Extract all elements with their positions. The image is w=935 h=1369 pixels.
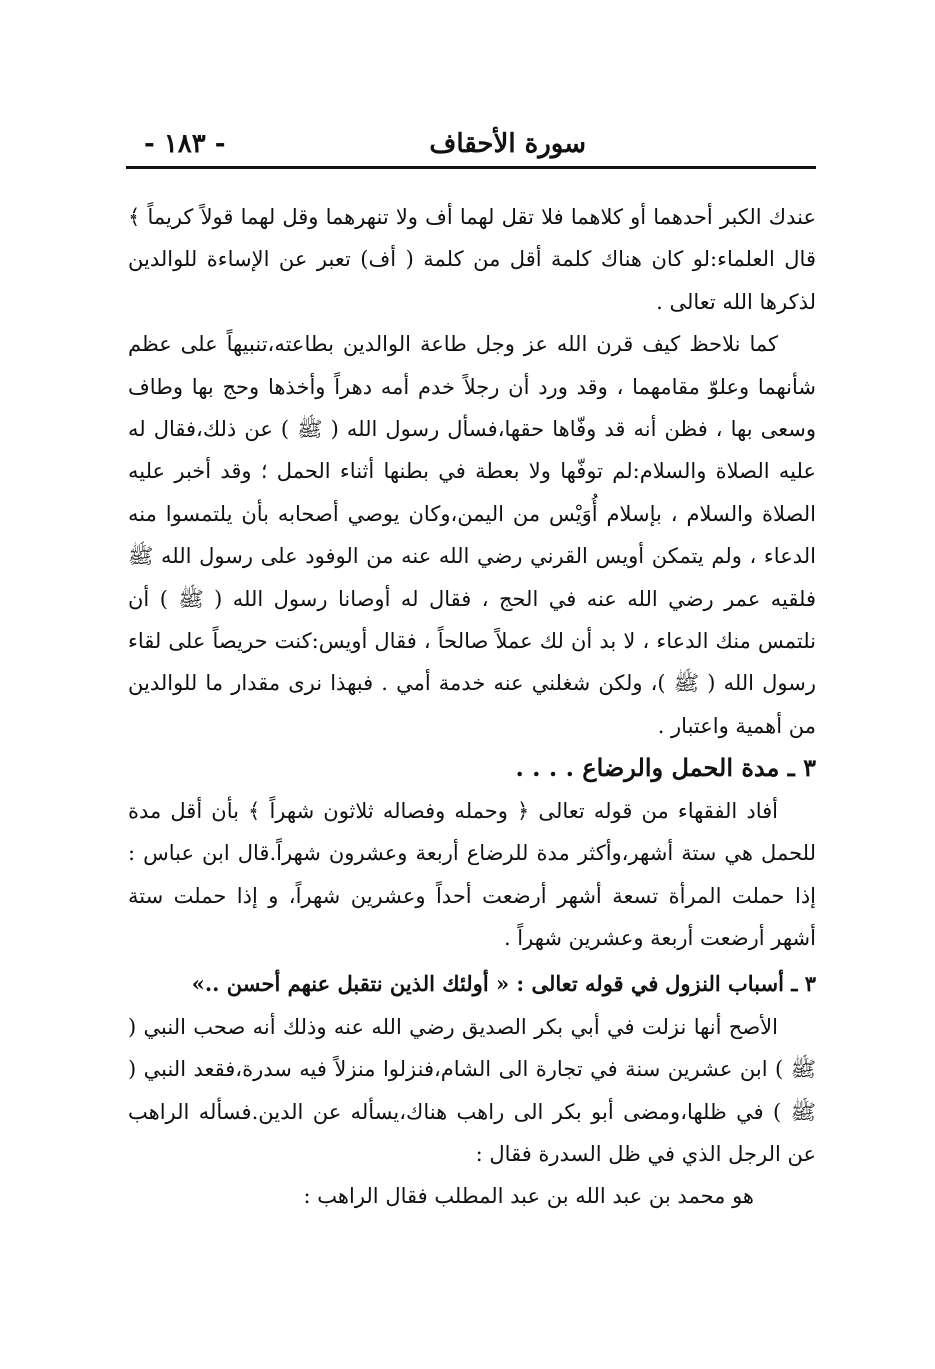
paragraph-2: كما نلاحظ كيف قرن الله عز وجل طاعة الوالدين بطاعته،تنبيهاً على عظم شأنهما وعلوّ مقامهما ، وقد ورد أن رجلاً خدم أمه دهراً وأخذها وحج بها وطاف وسعى بها ، فظن أنه قد وفّاها حقها،فسأل رسول الله ( ﷺ ) عن ذلك،فقال له عليه الصلاة والسلام:لم توفّها ولا بعطة في بطنها أثناء الحمل ؛ وقد أخبر عليه الصلاة والسلام ، بإسلام أُوَيْس من اليمن،وكان يوصي أصحابه بأن يلتمسوا منه الدعاء ، ولم يتمكن أويس القرني رضي الله عنه من الوفود على رسول الله ﷺ فلقيه عمر رضي الله عنه في الحج ، فقال له أوصانا رسول الله ( ﷺ ) أن نلتمس منك الدعاء ، لا بد أن لك عملاً صالحاً ، فقال أويس:كنت حريصاً على لقاء رسول الله ( ﷺ )، ولكن شغلني عنه خدمة أمي . فبهذا نرى مقدار ما للوالدين من أهمية واعتبار .	[128, 332, 816, 738]
section-heading-revelation	[128, 963, 816, 1005]
page-header	[130, 120, 816, 168]
page-body	[128, 196, 816, 1218]
paragraph-4: الأصح أنها نزلت في أبي بكر الصديق رضي الله عنه وذلك أنه صحب النبي ( ﷺ ) ابن عشرين سنة في تجارة الى الشام،فنزلوا منزلاً فيه سدرة،فقعد النبي ( ﷺ ) في ظلها،ومضى أبو بكر الى راهب هناك،يسأله عن الدين.فسأله الراهب عن الرجل الذي في ظل السدرة فقال :	[128, 1014, 816, 1166]
revelation-heading-label: ٣ ـ أسباب النزول	[665, 971, 816, 997]
paragraph-1: عندك الكبر أحدهما أو كلاهما فلا تقل لهما أف ولا تنهرهما وقل لهما قولاً كريماً ﴾ قال العلماء:لو كان هناك كلمة أقل من كلمة ( أف) تعبر عن الإساءة للوالدين لذكرها الله تعالى .	[128, 205, 816, 314]
page-number: - ١٨٣ -	[144, 129, 226, 159]
section-heading-pregnancy-nursing: ٣ ـ مدة الحمل والرضاع . . . .	[515, 753, 816, 783]
paragraph-3: أفاد الفقهاء من قوله تعالى ﴿ وحمله وفصاله ثلاثون شهراً ﴾ بأن أقل مدة للحمل هي ستة أشهر،وأكثر مدة للرضاع أربعة وعشرون شهراً.قال ابن عباس : إذا حملت المرأة تسعة أشهر أرضعت أحداً وعشرين شهراً، و إذا حملت ستة أشهر أرضعت أربعة وعشرين شهراً .	[128, 798, 816, 950]
header-divider	[126, 166, 816, 169]
surah-title: سورة الأحقاف	[429, 129, 586, 159]
paragraph-5: هو محمد بن عبد الله بن عبد المطلب فقال الراهب :	[303, 1184, 754, 1209]
revelation-heading-verse: في قوله تعالى : « أولئك الذين نتقبل عنهم أحسن ..»	[191, 971, 659, 997]
